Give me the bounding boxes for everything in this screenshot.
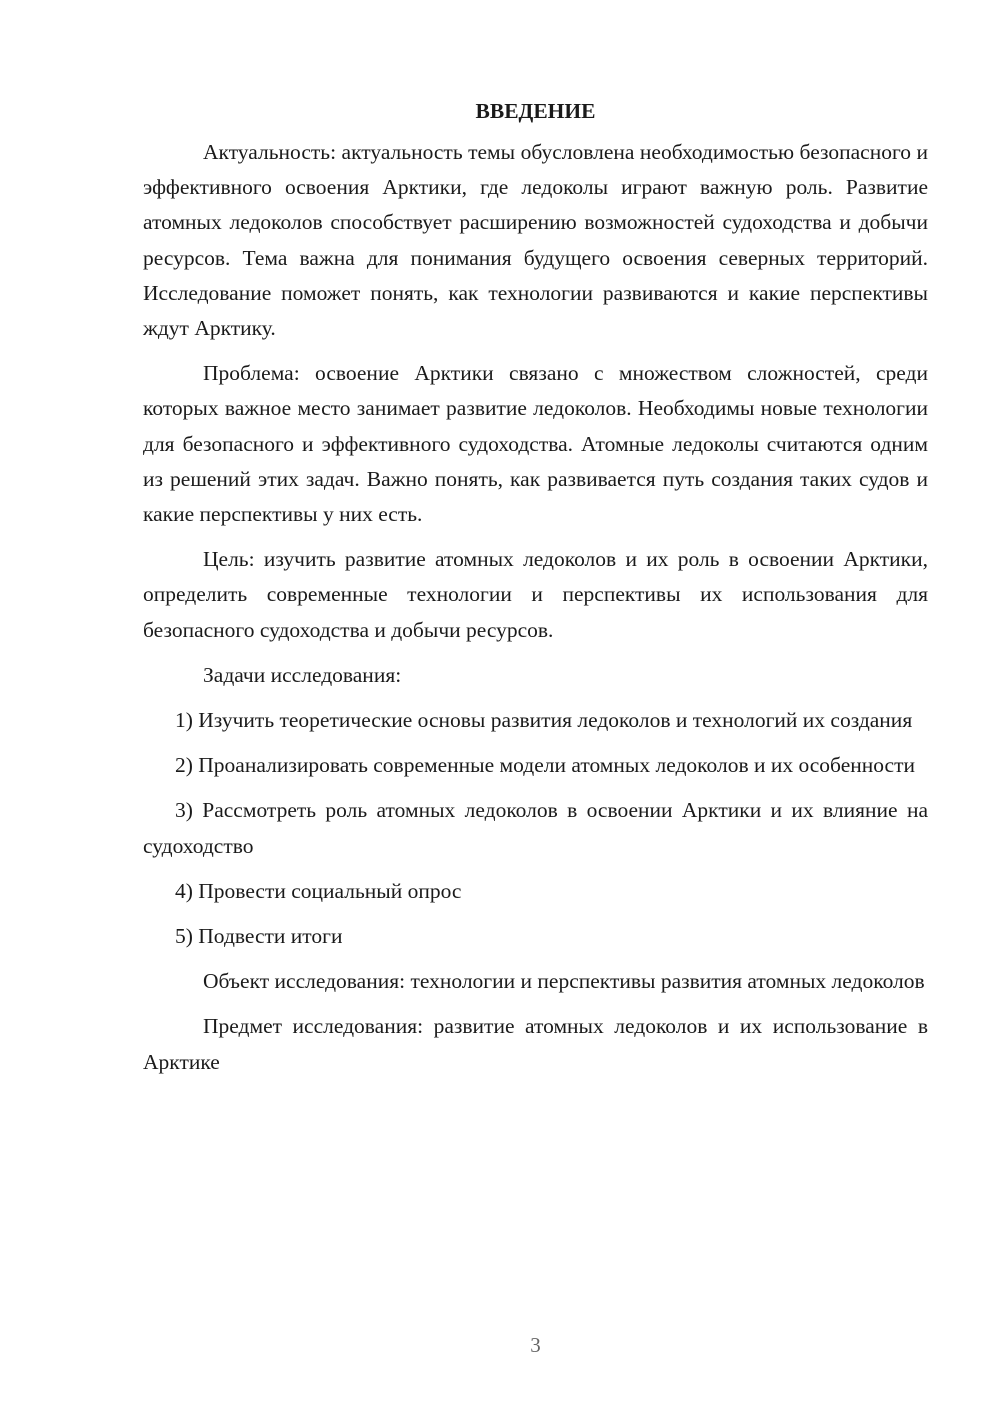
task-item: 3) Рассмотреть роль атомных ледоколов в освоении Арктики и их влияние на судоходство (143, 798, 928, 858)
section-title: ВВЕДЕНИЕ (475, 99, 596, 123)
page-number: 3 (530, 1333, 541, 1357)
tasks-heading: Задачи исследования: (203, 662, 402, 687)
subject-paragraph: Предмет исследования: развитие атомных ледоколов и их использование в Арктике (143, 1014, 928, 1074)
relevance-paragraph: Актуальность: актуальность темы обусловлена необходимостью безопасного и эффективного освоения Арктики, где ледоколы играют важную роль. Развитие атомных ледоколов способствует расширению возможностей судоходства и добычи ресурсов. Тема важна для понимания будущего освоения северных территорий. Исследование поможет понять, как технологии развиваются и какие перспективы ждут Арктику. (143, 140, 928, 341)
task-item: 2) Проанализировать современные модели атомных ледоколов и их особенности (175, 753, 915, 778)
goal-paragraph: Цель: изучить развитие атомных ледоколов и их роль в освоении Арктики, определить современные технологии и перспективы их использования для безопасного судоходства и добычи ресурсов. (143, 547, 928, 642)
document-page (143, 95, 928, 1090)
object-paragraph: Объект исследования: технологии и перспективы развития атомных ледоколов (203, 969, 925, 994)
task-item: 1) Изучить теоретические основы развития ледоколов и технологий их создания (175, 708, 913, 733)
task-item: 5) Подвести итоги (175, 924, 343, 949)
task-item: 4) Провести социальный опрос (175, 878, 462, 903)
problem-paragraph: Проблема: освоение Арктики связано с множеством сложностей, среди которых важное место занимает развитие ледоколов. Необходимы новые технологии для безопасного и эффективного судоходства. Атомные ледоколы считаются одним из решений этих задач. Важно понять, как развивается путь создания таких судов и какие перспективы у них есть. (143, 361, 928, 527)
